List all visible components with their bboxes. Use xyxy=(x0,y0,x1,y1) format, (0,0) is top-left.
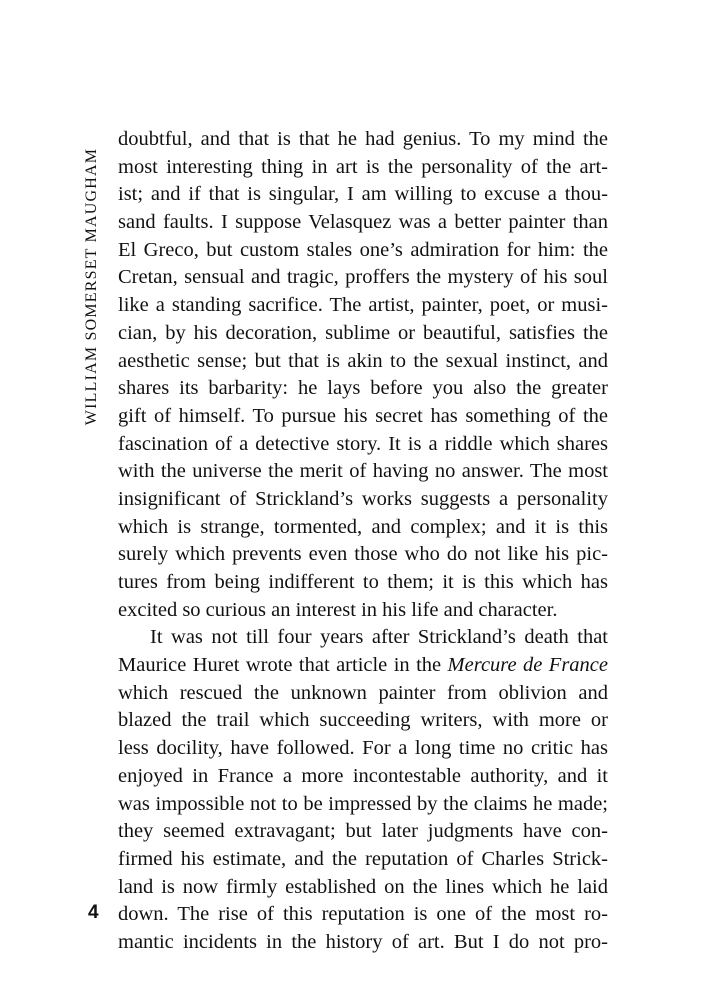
publication-title: Mercure de France xyxy=(447,654,608,677)
text-line: doubtful, and that is that he had genius. To my mind the xyxy=(118,128,608,150)
text-line: blazed the trail which succeeding writers, with more or xyxy=(118,709,608,732)
text-line: most interesting thing in art is the personality of the art- xyxy=(118,155,608,178)
paragraph-2 xyxy=(118,624,608,956)
text-line: sand faults. I suppose Velasquez was a better painter than xyxy=(118,211,608,234)
text-line: insignificant of Strickland’s works suggests a personality xyxy=(118,487,608,510)
text-line: aesthetic sense; but that is akin to the sexual instinct, and xyxy=(118,349,608,372)
text-line: excited so curious an interest in his life and character. xyxy=(118,598,558,621)
text-line: cian, by his decoration, sublime or beautiful, satisfies the xyxy=(118,321,608,344)
text-line: tures from being indifferent to them; it is this which has xyxy=(118,571,608,593)
text-line: Cretan, sensual and tragic, proffers the mystery of his soul xyxy=(118,266,608,289)
text-line: El Greco, but custom stales one’s admiration for him: the xyxy=(118,238,608,261)
text-line: with the universe the merit of having no answer. The most xyxy=(118,460,608,483)
text-line: shares its barbarity: he lays before you also the greater xyxy=(118,377,608,400)
text-line: less docility, have followed. For a long time no critic has xyxy=(118,737,608,760)
text-line: which is strange, tormented, and complex; and it is this xyxy=(118,515,608,538)
text-segment: Maurice Huret wrote that article in the xyxy=(118,654,448,677)
text-line: ist; and if that is singular, I am willing to excuse a thou- xyxy=(118,183,608,206)
text-line: firmed his estimate, and the reputation of Charles Strick- xyxy=(118,847,608,870)
text-line: like a standing sacrifice. The artist, painter, poet, or musi- xyxy=(118,294,608,317)
body-text xyxy=(118,126,608,957)
text-line: they seemed extravagant; but later judgments have con- xyxy=(118,820,608,843)
text-line: surely which prevents even those who do not like his pic- xyxy=(118,543,608,566)
text-line: was impossible not to be impressed by the claims he made; xyxy=(118,792,608,815)
page-number: 4 xyxy=(88,902,99,923)
paragraph-1 xyxy=(118,126,608,624)
text-line: down. The rise of this reputation is one of the most ro- xyxy=(118,903,608,926)
text-line: which rescued the unknown painter from oblivion and xyxy=(118,681,608,704)
text-line: gift of himself. To pursue his secret has something of the xyxy=(118,404,608,427)
text-line: enjoyed in France a more incontestable authority, and it xyxy=(118,764,608,787)
text-line xyxy=(118,652,608,680)
text-line: It was not till four years after Strickland’s death that xyxy=(150,626,608,649)
author-name: WILLIAM SOMERSET MAUGHAM xyxy=(83,147,100,426)
text-line: land is now firmly established on the lines which he laid xyxy=(118,875,608,898)
text-line: mantic incidents in the history of art. But I do not pro- xyxy=(118,930,608,953)
text-line: fascination of a detective story. It is a riddle which shares xyxy=(118,432,608,455)
